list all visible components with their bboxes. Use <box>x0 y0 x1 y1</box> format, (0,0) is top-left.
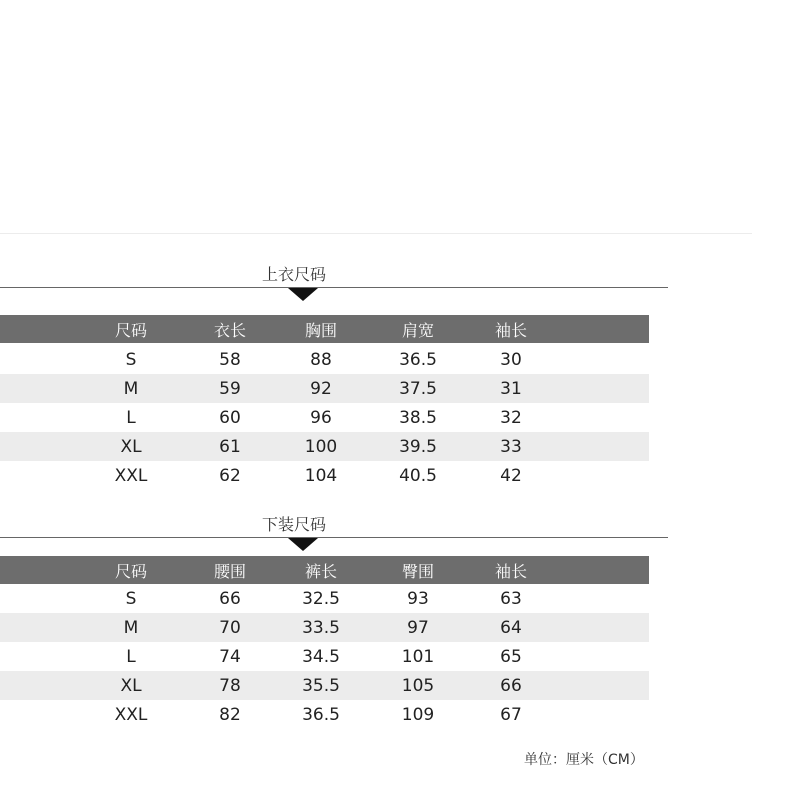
header-cell: 袖长 <box>494 561 527 581</box>
bottoms-down-arrow-icon <box>288 538 318 551</box>
table-cell: 61 <box>219 436 241 457</box>
header-cell: 裤长 <box>304 561 337 581</box>
table-cell: 39.5 <box>399 436 437 457</box>
table-cell: 36.5 <box>399 349 437 370</box>
table-row <box>0 374 649 403</box>
unit-note: 单位：厘米（CM） <box>524 752 644 768</box>
header-cell: 衣长 <box>213 320 246 340</box>
table-cell: 37.5 <box>399 378 437 399</box>
table-cell: 92 <box>310 378 332 399</box>
table-cell: 62 <box>219 465 241 486</box>
bottoms-table-header <box>0 556 649 584</box>
table-row <box>0 584 649 613</box>
table-cell: 33 <box>500 436 522 457</box>
header-cell: 肩宽 <box>401 320 434 340</box>
header-cell: 臀围 <box>401 561 434 581</box>
table-cell: XXL <box>114 704 148 725</box>
table-row <box>0 461 649 490</box>
table-cell: S <box>125 588 137 609</box>
table-cell: 70 <box>219 617 241 638</box>
table-row <box>0 642 649 671</box>
table-cell: 66 <box>219 588 241 609</box>
table-cell: 59 <box>219 378 241 399</box>
table-cell: M <box>123 617 139 638</box>
top-divider <box>0 233 752 234</box>
table-cell: 109 <box>401 704 435 725</box>
table-cell: 38.5 <box>399 407 437 428</box>
table-cell: 101 <box>401 646 435 667</box>
table-cell: 104 <box>304 465 338 486</box>
table-cell: 74 <box>219 646 241 667</box>
table-cell: 97 <box>407 617 429 638</box>
table-cell: 32 <box>500 407 522 428</box>
table-cell: 36.5 <box>302 704 340 725</box>
tops-section-rule <box>0 287 668 288</box>
table-cell: 88 <box>310 349 332 370</box>
table-cell: 78 <box>219 675 241 696</box>
table-cell: 93 <box>407 588 429 609</box>
table-cell: 32.5 <box>302 588 340 609</box>
header-cell: 腰围 <box>213 561 246 581</box>
table-cell: 67 <box>500 704 522 725</box>
tops-table-header <box>0 315 649 343</box>
table-row <box>0 403 649 432</box>
table-cell: 33.5 <box>302 617 340 638</box>
header-cell: 胸围 <box>304 320 337 340</box>
header-cell: 尺码 <box>114 561 147 581</box>
header-cell: 袖长 <box>494 320 527 340</box>
table-cell: XL <box>120 675 142 696</box>
table-cell: L <box>126 646 136 667</box>
header-cell: 尺码 <box>114 320 147 340</box>
table-cell: 105 <box>401 675 435 696</box>
table-cell: 65 <box>500 646 522 667</box>
table-row <box>0 613 649 642</box>
table-cell: 40.5 <box>399 465 437 486</box>
bottoms-section-title: 下装尺码 <box>262 515 327 534</box>
table-row <box>0 671 649 700</box>
table-cell: 42 <box>500 465 522 486</box>
table-cell: L <box>126 407 136 428</box>
table-cell: 82 <box>219 704 241 725</box>
table-cell: 30 <box>500 349 522 370</box>
table-cell: 31 <box>500 378 522 399</box>
table-cell: 100 <box>304 436 338 457</box>
table-cell: XL <box>120 436 142 457</box>
table-cell: M <box>123 378 139 399</box>
table-cell: 64 <box>500 617 522 638</box>
table-cell: S <box>125 349 137 370</box>
bottoms-section-rule <box>0 537 668 538</box>
table-row <box>0 432 649 461</box>
table-row <box>0 700 649 729</box>
tops-down-arrow-icon <box>288 288 318 301</box>
table-cell: XXL <box>114 465 148 486</box>
table-cell: 58 <box>219 349 241 370</box>
table-cell: 96 <box>310 407 332 428</box>
table-cell: 60 <box>219 407 241 428</box>
table-cell: 34.5 <box>302 646 340 667</box>
tops-section-title: 上衣尺码 <box>262 265 327 284</box>
table-cell: 35.5 <box>302 675 340 696</box>
table-row <box>0 345 649 374</box>
table-cell: 63 <box>500 588 522 609</box>
table-cell: 66 <box>500 675 522 696</box>
